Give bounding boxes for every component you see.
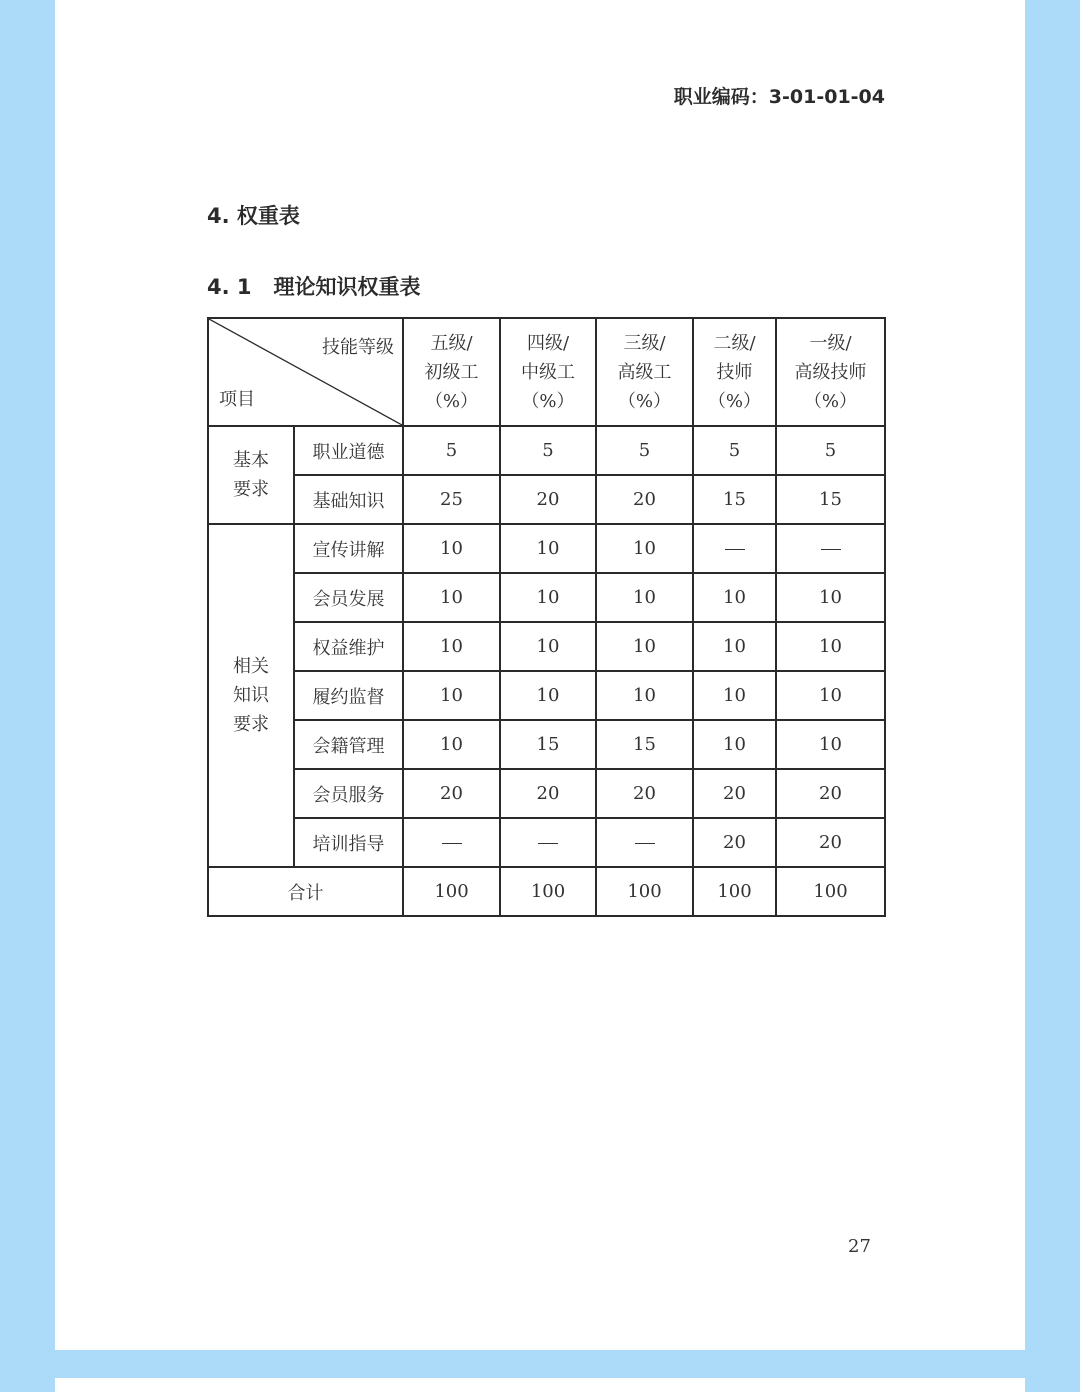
subsection-number: 4. 1 [207, 275, 252, 299]
table-corner-cell [208, 318, 403, 426]
value-cell: 5 [596, 426, 693, 475]
value-cell: 10 [693, 573, 776, 622]
group-label-cell [208, 426, 294, 524]
table-row [208, 818, 885, 867]
column-header-level-5: 五级/ 初级工 （%） [403, 318, 500, 426]
weight-table [207, 317, 886, 917]
value-cell: 10 [500, 622, 596, 671]
total-label-cell: 合计 [208, 867, 403, 916]
value-cell: 10 [776, 720, 885, 769]
value-cell: 10 [776, 671, 885, 720]
page-number: 27 [848, 1236, 871, 1257]
value-cell: 10 [596, 671, 693, 720]
table-body [208, 426, 885, 916]
column-header-level-2: 二级/ 技师 （%） [693, 318, 776, 426]
group-label-line: 基本 [233, 450, 269, 471]
value-cell: 15 [776, 475, 885, 524]
value-cell-empty [500, 818, 596, 867]
item-name-cell: 会籍管理 [294, 720, 403, 769]
value-cell: 5 [500, 426, 596, 475]
dash-mark [821, 549, 841, 550]
group-label-cell [208, 524, 294, 867]
value-cell: 10 [693, 720, 776, 769]
value-cell: 15 [693, 475, 776, 524]
total-value-cell: 100 [500, 867, 596, 916]
group-label-line: 要求 [233, 714, 269, 735]
value-cell: 5 [403, 426, 500, 475]
value-cell: 10 [403, 671, 500, 720]
table-row [208, 573, 885, 622]
value-cell: 10 [596, 524, 693, 573]
subsection-title: 理论知识权重表 [273, 275, 421, 299]
document-page [55, 0, 1025, 1350]
column-header-level-3: 三级/ 高级工 （%） [596, 318, 693, 426]
value-cell: 10 [500, 524, 596, 573]
table-row [208, 720, 885, 769]
value-cell: 10 [403, 573, 500, 622]
value-cell: 10 [403, 720, 500, 769]
value-cell: 10 [693, 622, 776, 671]
value-cell: 20 [596, 475, 693, 524]
table-row [208, 769, 885, 818]
total-value-cell: 100 [776, 867, 885, 916]
value-cell: 20 [693, 818, 776, 867]
value-cell: 20 [776, 769, 885, 818]
item-name-cell: 职业道德 [294, 426, 403, 475]
value-cell: 5 [776, 426, 885, 475]
value-cell: 10 [693, 671, 776, 720]
dash-mark [635, 843, 655, 844]
item-name-cell: 会员发展 [294, 573, 403, 622]
section-title: 权重表 [236, 204, 300, 228]
item-name-cell: 培训指导 [294, 818, 403, 867]
value-cell-empty [693, 524, 776, 573]
total-value-cell: 100 [403, 867, 500, 916]
value-cell: 10 [500, 671, 596, 720]
column-header-level-1: 一级/ 高级技师 （%） [776, 318, 885, 426]
value-cell: 20 [596, 769, 693, 818]
total-value-cell: 100 [596, 867, 693, 916]
group-label-line: 要求 [233, 479, 269, 500]
item-name-cell: 基础知识 [294, 475, 403, 524]
value-cell: 10 [500, 573, 596, 622]
total-value-cell: 100 [693, 867, 776, 916]
dash-mark [538, 843, 558, 844]
value-cell: 5 [693, 426, 776, 475]
item-name-cell: 权益维护 [294, 622, 403, 671]
subsection-heading [207, 271, 421, 301]
corner-item-label: 项目 [219, 389, 255, 410]
value-cell: 15 [500, 720, 596, 769]
value-cell-empty [596, 818, 693, 867]
group-label-line: 知识 [233, 685, 269, 706]
corner-skill-level-label: 技能等级 [322, 337, 394, 358]
group-label-line: 相关 [233, 656, 269, 677]
value-cell: 20 [693, 769, 776, 818]
value-cell: 20 [500, 475, 596, 524]
dash-mark [442, 843, 462, 844]
dash-mark [725, 549, 745, 550]
value-cell-empty [776, 524, 885, 573]
value-cell: 10 [403, 622, 500, 671]
occupation-code: 职业编码：3-01-01-04 [673, 86, 885, 108]
table-row [208, 426, 885, 475]
value-cell: 10 [596, 573, 693, 622]
value-cell: 25 [403, 475, 500, 524]
value-cell: 20 [500, 769, 596, 818]
value-cell: 10 [403, 524, 500, 573]
item-name-cell: 会员服务 [294, 769, 403, 818]
table-header-row [208, 318, 885, 426]
value-cell: 20 [403, 769, 500, 818]
next-page-edge [55, 1378, 1025, 1392]
value-cell: 20 [776, 818, 885, 867]
column-header-level-4: 四级/ 中级工 （%） [500, 318, 596, 426]
value-cell-empty [403, 818, 500, 867]
item-name-cell: 履约监督 [294, 671, 403, 720]
table-row [208, 475, 885, 524]
section-number: 4. [207, 204, 230, 228]
value-cell: 10 [776, 573, 885, 622]
table-row [208, 671, 885, 720]
total-row [208, 867, 885, 916]
value-cell: 10 [776, 622, 885, 671]
item-name-cell: 宣传讲解 [294, 524, 403, 573]
table-row [208, 524, 885, 573]
value-cell: 15 [596, 720, 693, 769]
section-heading [207, 200, 300, 230]
value-cell: 10 [596, 622, 693, 671]
table-row [208, 622, 885, 671]
